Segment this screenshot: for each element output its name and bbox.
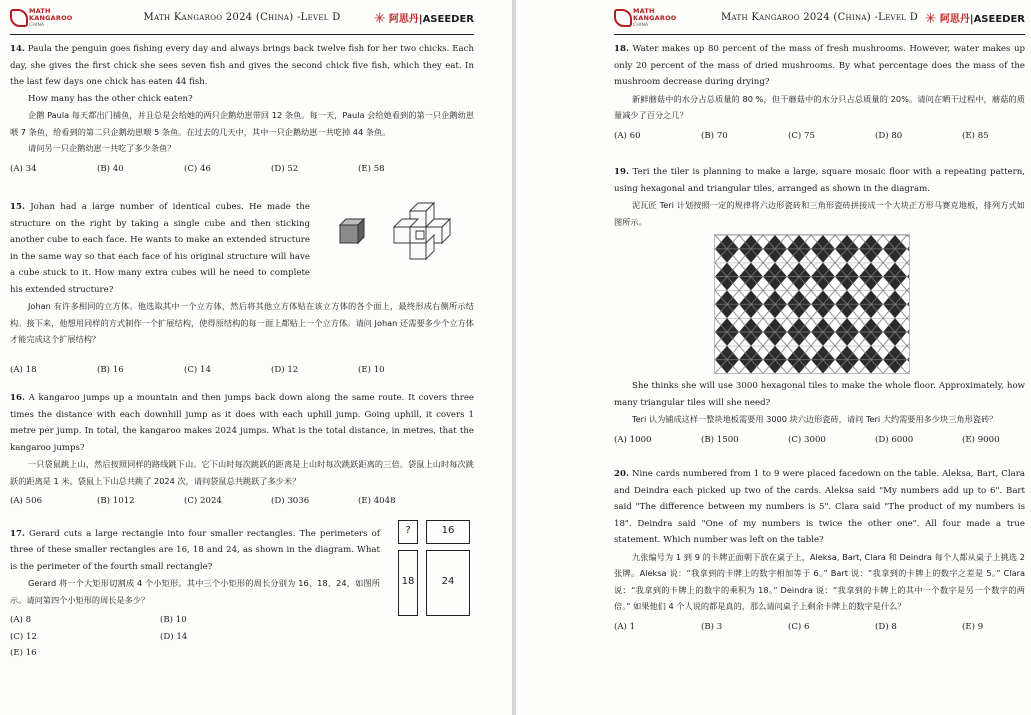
option-a: (A) 34 [10, 163, 37, 174]
question-text-cn-2: Teri 认为铺成这样一整块地板需要用 3000 块六边形瓷砖，请问 Teri 大约需要用多少块三角形瓷砖？ [632, 414, 998, 424]
answer-options [10, 612, 370, 662]
brand-cn: 阿思丹 [939, 14, 970, 25]
option-c: (C) 6 [788, 621, 810, 632]
option-b: (B) 3 [701, 621, 723, 632]
question-text: A kangaroo jumps up a mountain and then jumps back down along the same route. It covers three times the distance with each downhill jump as it does with each uphill jump. Going uphill, it covers 1 metre per jump. In total, the kangaroo makes 2024 jumps. What is the total distance, in metres, that the kangaroo jumps? [10, 393, 475, 453]
page-header [614, 0, 1025, 35]
logo-line: KANGAROO [29, 14, 73, 22]
page-header [10, 0, 474, 35]
question-number: 14. [10, 44, 25, 54]
option-c: (C) 3000 [788, 434, 826, 445]
rectangles-diagram [398, 520, 484, 616]
question-text: Gerard cuts a large rectangle into four smaller rectangles. The perimeters of three of these smaller rectangles are 16, 18 and 24, as shown in the diagram. What is the perimeter of the fourth small rectangle? [10, 528, 380, 572]
header-title: Math Kangaroo 2024 (China) -Level D [720, 12, 919, 23]
option-b: (B) 70 [701, 130, 728, 141]
option-e: (E) 58 [358, 163, 385, 174]
question-15 [10, 199, 474, 378]
option-a: (A) 60 [614, 130, 641, 141]
brand-cn: 阿思丹 [388, 14, 419, 25]
logo-line: CHINA [633, 23, 649, 28]
brand-en: ASEEDER [422, 14, 474, 25]
answer-options [614, 619, 1025, 636]
option-b: (B) 16 [97, 364, 124, 375]
logo-line: MATH [633, 7, 655, 15]
question-text: Teri the tiler is planning to make a large, square mosaic floor with a repeating pattern, using hexagonal and triangular tiles, arranged as shown in the diagram. [614, 167, 1026, 194]
question-prompt: How many has the other chick eaten? [28, 93, 193, 104]
option-b: (B) 1012 [97, 496, 135, 506]
logo-line: MATH [29, 7, 51, 15]
option-e: (E) 16 [10, 648, 37, 658]
question-20 [614, 466, 1025, 635]
option-e: (E) 4048 [358, 496, 396, 506]
rect-18: 18 [398, 550, 418, 616]
option-d: (D) 52 [271, 163, 299, 174]
aseeder-brand [374, 10, 474, 27]
question-text: Water makes up 80 percent of the mass of fresh mushrooms. However, water makes up only 20 percent of the mass of dried mushrooms. By what percentage does the mass of the mushroom decrease during drying? [614, 44, 1025, 87]
option-b: (B) 10 [160, 615, 187, 625]
question-text: Paula the penguin goes fishing every day and always brings back twelve fish for her two chicks. Each day, she gives the first chick she sees seven fish and gives the second chick five fish, which they eat. In the last few days one chick has eaten 44 fish. [10, 44, 474, 87]
answer-options [614, 432, 1025, 449]
question-text-2: She thinks she will use 3000 hexagonal tiles to make the whole floor. Approximately, how many triangular tiles will she need? [614, 381, 1025, 408]
option-c: (C) 75 [788, 130, 815, 141]
question-number: 18. [614, 44, 629, 54]
brand-sep: | [418, 14, 423, 25]
option-a: (A) 18 [10, 364, 37, 375]
question-19 [614, 164, 1025, 448]
answer-options [614, 128, 1025, 145]
question-prompt-cn: 请问另一只企鹅幼崽一共吃了多少条鱼？ [28, 143, 176, 153]
question-18 [614, 41, 1025, 144]
option-d: (D) 12 [271, 364, 299, 375]
hexagon-tiling-figure [714, 234, 910, 374]
option-d: (D) 3036 [271, 496, 310, 506]
option-c: (C) 14 [184, 364, 211, 375]
answer-options [10, 161, 474, 178]
question-14 [10, 41, 474, 177]
cross-cube-structure-icon [394, 203, 450, 259]
question-text-cn: 新鲜蘑菇中的水分占总质量的 80 %，但干蘑菇中的水分只占总质量的 20%。请问在晒干过程中，蘑菇的质量减少了百分之几？ [614, 93, 1025, 120]
answer-options [10, 493, 474, 510]
rect-24: 24 [426, 550, 470, 616]
option-c: (C) 46 [184, 163, 211, 174]
logo-line: KANGAROO [633, 14, 677, 22]
question-16 [10, 390, 474, 510]
answer-options [10, 362, 474, 379]
option-e: (E) 9000 [962, 434, 1000, 445]
left-page [0, 0, 512, 715]
question-number: 20. [614, 469, 629, 479]
question-text-cn: Johan 有许多相同的立方体。他选取其中一个立方体，然后将其他立方体贴在该立方体的各个面上，最终形成右侧所示结构。接下来，他想用同样的方式制作一个扩展结构，使得原结构的每一面上都贴上一个立方体。请问 Johan 还需要多少个立方体才能完成这个扩展结构？ [10, 301, 474, 344]
question-text-cn: Gerard 将一个大矩形切割成 4 个小矩形。其中三个小矩形的周长分别为 16、18、24，如图所示。请问第四个小矩形的周长是多少？ [10, 578, 380, 605]
question-number: 19. [614, 167, 629, 177]
logo-line: CHINA [29, 23, 45, 28]
rect-16: 16 [426, 520, 470, 544]
brand-en: ASEEDER [973, 14, 1025, 25]
right-page [516, 0, 1031, 715]
cube-structure-figure [322, 193, 472, 273]
question-17 [10, 526, 474, 662]
option-a: (A) 8 [10, 615, 32, 625]
option-b: (B) 1500 [701, 434, 739, 445]
header-title: Math Kangaroo 2024 (China) -Level D [143, 12, 341, 23]
option-d: (D) 80 [875, 130, 903, 141]
question-number: 16. [10, 393, 25, 403]
snowflake-logo-icon: ✳ [924, 11, 937, 27]
rect-unknown: ? [398, 520, 418, 544]
question-text-cn: 泥瓦匠 Teri 计划按照一定的规律将六边形瓷砖和三角形瓷砖拼接成一个大块正方形马赛克地板，排列方式如图所示。 [614, 200, 1025, 227]
option-d: (D) 14 [160, 631, 188, 642]
option-e: (E) 10 [358, 364, 385, 375]
question-text-cn: 企鹅 Paula 每天都出门捕鱼，并且总是会给她的两只企鹅幼崽带回 12 条鱼。每一天，Paula 会给她看到的第一只企鹅幼崽喂 7 条鱼，给看到的第二只企鹅幼崽喂 5 条鱼。在过去的几天中，其中一只企鹅幼崽一共吃掉 44 条鱼。 [10, 110, 474, 137]
aseeder-brand [925, 10, 1025, 27]
question-text-cn: 九张编号为 1 到 9 的卡牌正面朝下放在桌子上，Aleksa, Bart, Clara 和 Deindra 每个人都从桌子上挑选 2 张牌。Aleksa 说：“我拿到的卡牌上的数字相加等于 6。” Bart 说：“我拿到的卡牌上的数字之差是 5。” Clara 说：“我拿到的卡牌上的数字的乘积为 18。” Deindra 说：“我拿到的卡牌上的其中一个数字是另一个数字的两倍。” 如果他们 4 个人说的都是真的，那么请问桌子上剩余卡牌上的数字是什么？ [614, 551, 1025, 611]
option-a: (A) 1 [614, 621, 636, 632]
option-a: (A) 1000 [614, 434, 652, 445]
mosaic-pattern [715, 235, 909, 373]
snowflake-logo-icon: ✳ [373, 11, 386, 27]
option-c: (C) 12 [10, 631, 37, 642]
option-d: (D) 8 [875, 621, 897, 632]
option-e: (E) 9 [962, 621, 984, 632]
brand-sep: | [969, 14, 974, 25]
option-b: (B) 40 [97, 163, 124, 174]
question-number: 15. [10, 202, 25, 212]
option-a: (A) 506 [10, 496, 43, 506]
question-text-cn: 一只袋鼠跳上山，然后按照同样的路线跳下山。它下山时每次跳跃的距离是上山时每次跳跃距离的三倍。袋鼠上山时每次跳跃的距离是 1 米。袋鼠上下山总共跳了 2024 次，请问袋鼠总共跳跃了多少米？ [10, 459, 474, 486]
option-d: (D) 6000 [875, 434, 914, 445]
question-text: Nine cards numbered from 1 to 9 were placed facedown on the table. Aleksa, Bart, Clara and Deindra each picked up two of the cards. Aleksa said "My numbers add up to 6". Bart said "The difference between my numbers is 5". Clara said "The product of my numbers is 18". Deindra said "One of my numbers is twice the other one". All four made a true statement. Which number was left on the table? [614, 469, 1025, 545]
option-e: (E) 85 [962, 130, 989, 141]
question-number: 17. [10, 528, 25, 539]
single-cube-icon [340, 219, 364, 243]
option-c: (C) 2024 [184, 496, 222, 506]
question-text: Johan had a large number of identical cubes. He made the structure on the right by taking a single cube and then sticking another cube to each face. He wants to make an extended structure in the same way so that each face of his original structure will have a cube stuck to it. How many extra cubes will he need to complete his extended structure? [10, 202, 310, 295]
